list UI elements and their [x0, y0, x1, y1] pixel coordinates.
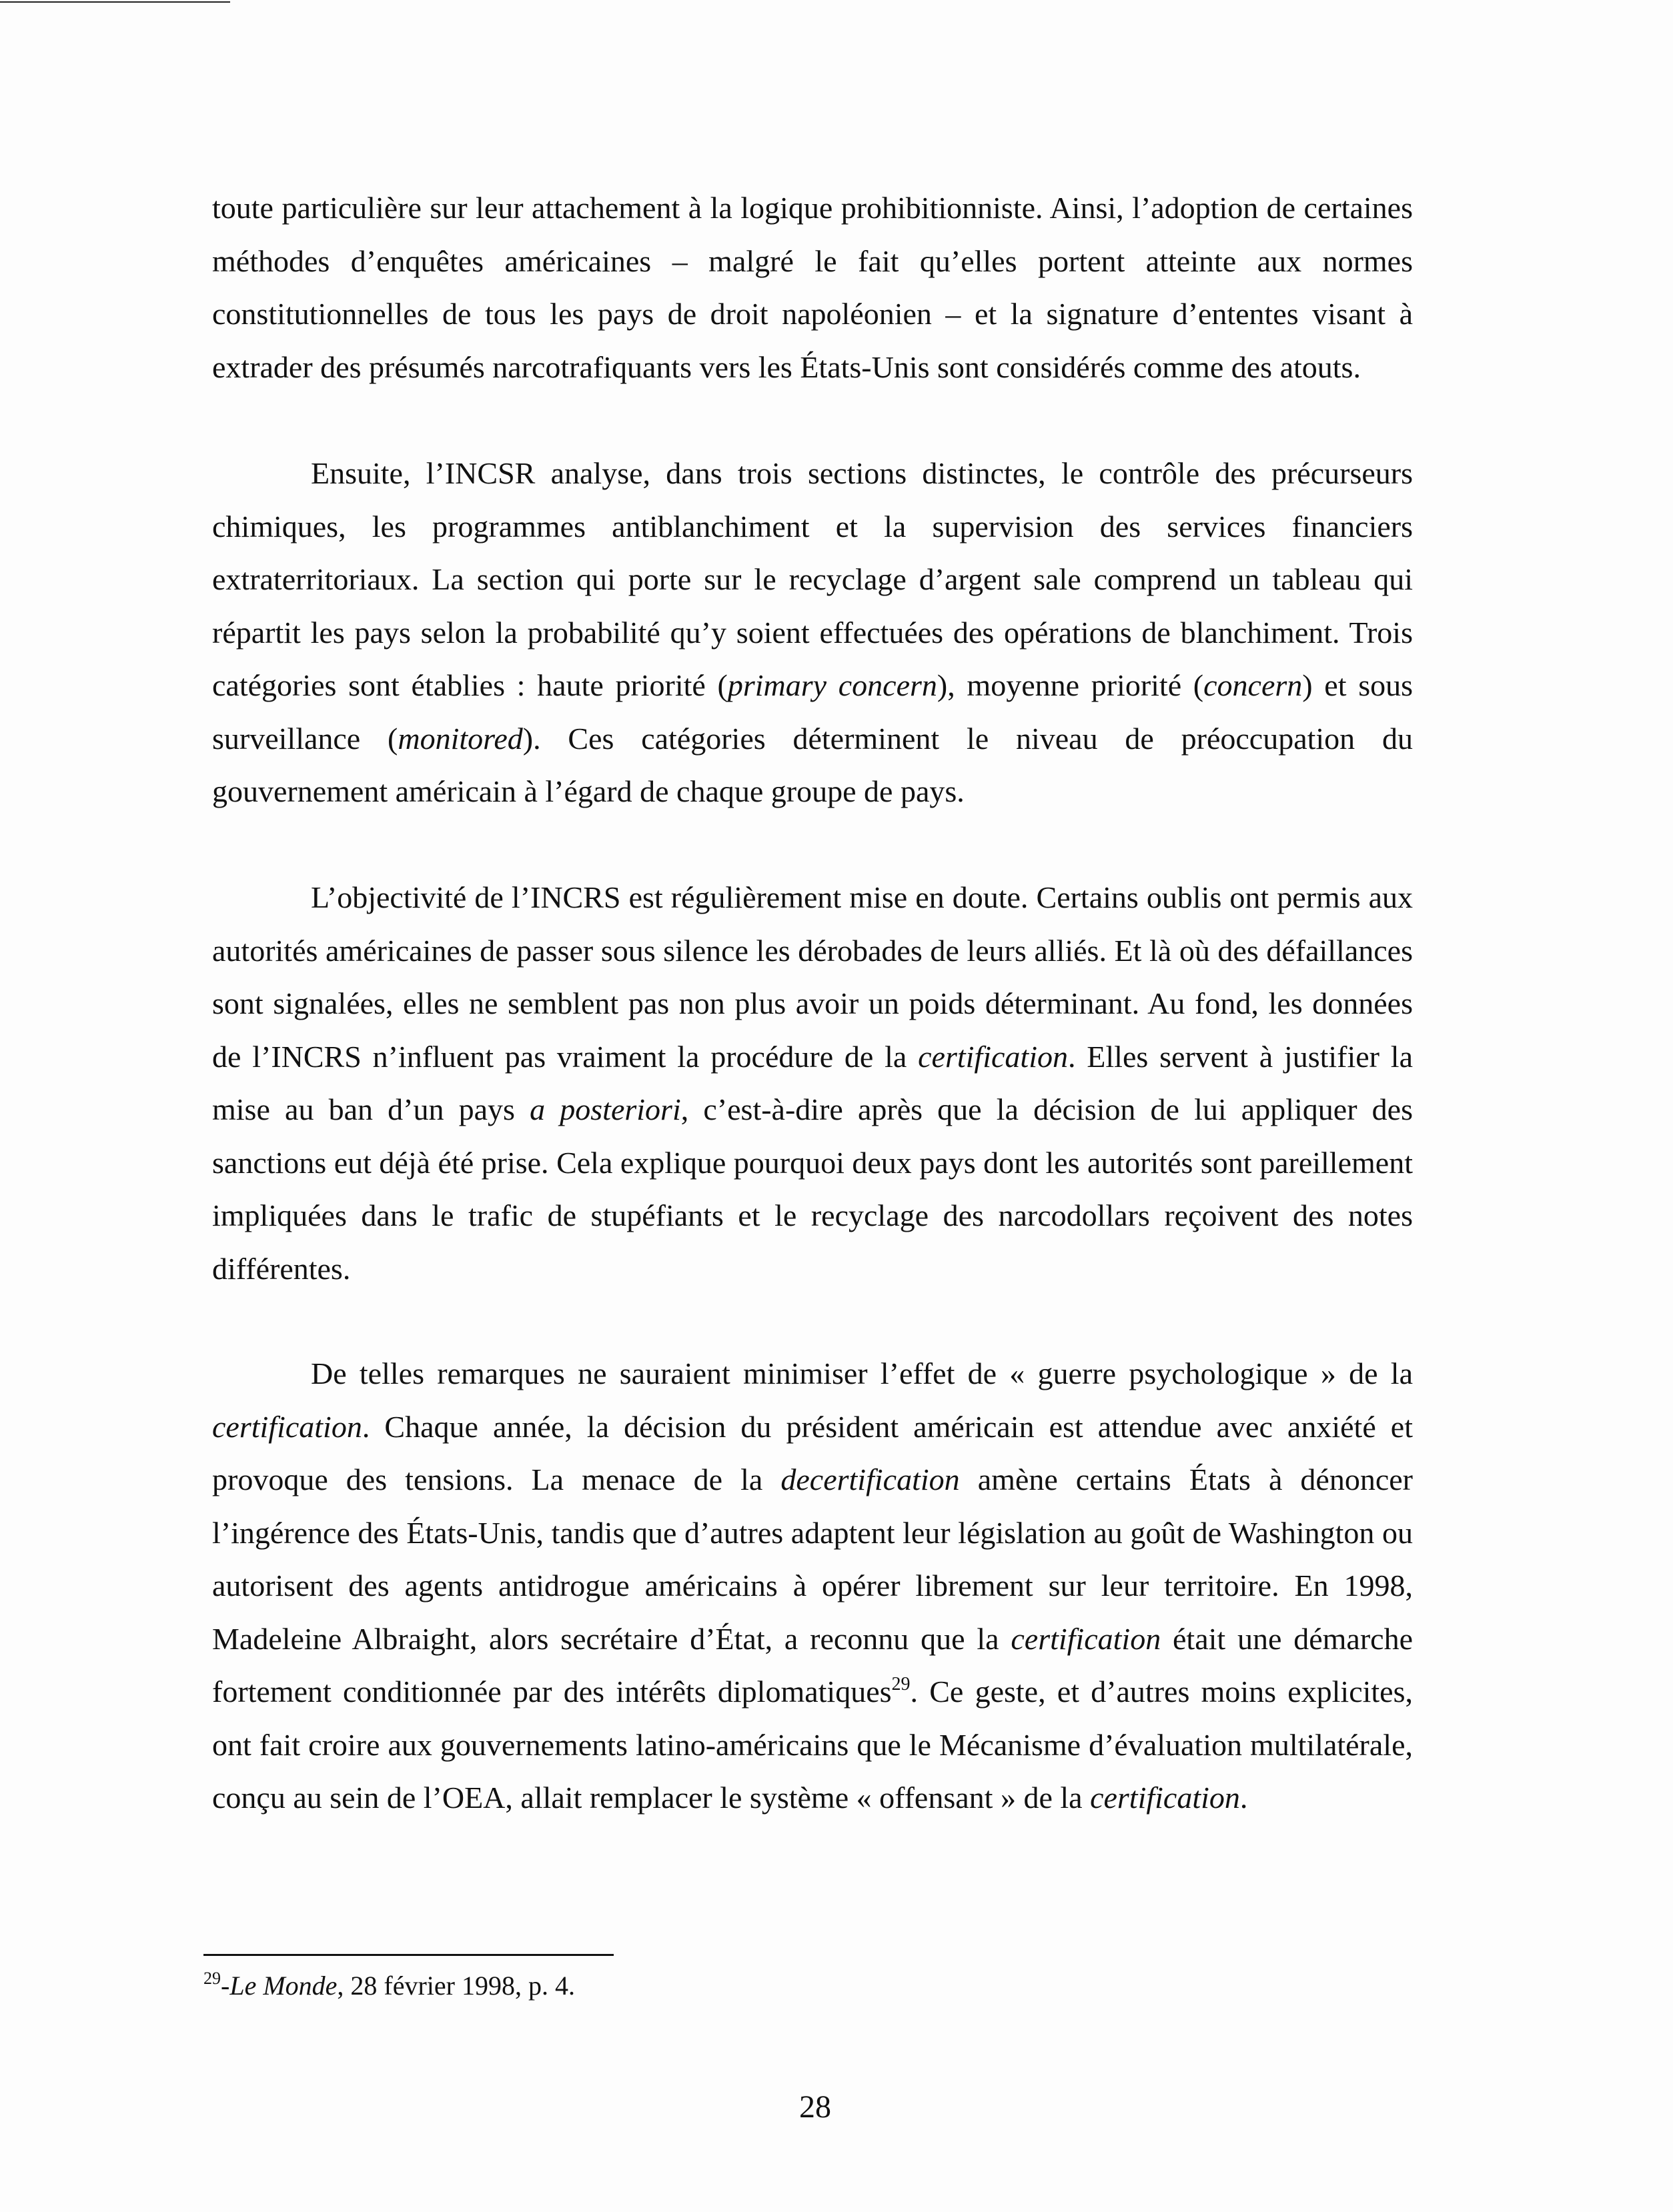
- text-run: était une démarche fortement conditionnée par des intérêts diplomatiques: [212, 1621, 1413, 1709]
- italic-term: certification: [918, 1039, 1068, 1074]
- text-run: . Elles servent à justifier la mise au ban d’un pays: [212, 1039, 1413, 1126]
- text-run: ) et sous surveillance (: [212, 668, 1413, 756]
- italic-term: certification: [1011, 1621, 1161, 1656]
- text-run: . Chaque année, la décision du président américain est attendue avec anxiété et provoque des tensions. La menace de la: [212, 1409, 1413, 1496]
- paragraph-1: [212, 181, 1413, 393]
- italic-term: decertification: [780, 1462, 960, 1496]
- italic-term: concern: [1203, 668, 1303, 702]
- paragraph-3: [212, 871, 1413, 1295]
- italic-term: certification: [212, 1409, 362, 1444]
- text-run: Ensuite, l’INCSR analyse, dans trois sections distinctes, le contrôle des précurseurs chimiques, les programmes antiblanchiment et la supervision des services financiers extraterritoriaux. La section qui porte sur le recyclage d’argent sale comprend un tableau qui répartit les pays selon la probabilité qu’y soient effectuées des opérations de blanchiment. Trois catégories sont établies : haute priorité (: [212, 456, 1413, 702]
- text-run: , 28 février 1998, p. 4.: [337, 1971, 575, 2001]
- footnote-reference: 29: [203, 1969, 221, 1988]
- text-run: De telles remarques ne sauraient minimiser l’effet de « guerre psychologique » de la: [311, 1356, 1413, 1390]
- text-run: toute particulière sur leur attachement à la logique prohibitionniste. Ainsi, l’adoption de certaines méthodes d’enquêtes américaines – malgré le fait qu’elles portent atteinte aux normes constitutionnelles de tous les pays de droit napoléonien – et la signature d’ententes visant à extrader des présumés narcotrafiquants vers les États-Unis sont considérés comme des atouts.: [212, 191, 1413, 384]
- italic-term: Le Monde: [229, 1971, 338, 2001]
- text-run: ), moyenne priorité (: [937, 668, 1204, 702]
- text-run: .: [1239, 1781, 1248, 1815]
- italic-term: primary concern: [727, 668, 937, 702]
- top-edge-rule: [0, 1, 230, 3]
- italic-term: certification: [1090, 1781, 1240, 1815]
- text-run: . Ce geste, et d’autres moins explicites, ont fait croire aux gouvernements latino-américains que le Mécanisme d’évaluation multilatérale, conçu au sein de l’OEA, allait remplacer le système « offensant » de la: [212, 1675, 1413, 1815]
- italic-term: a posteriori: [530, 1092, 681, 1126]
- text-run: amène certains États à dénoncer l’ingérence des États-Unis, tandis que d’autres adaptent leur législation au goût de Washington ou autorisent des agents antidrogue américains à opérer librement sur leur territoire. En 1998, Madeleine Albraight, alors secrétaire d’État, a reconnu que la: [212, 1462, 1413, 1656]
- footnote-separator: [203, 1954, 614, 1956]
- text-run: L’objectivité de l’INCRS est régulièrement mise en doute. Certains oublis ont permis aux autorités américaines de passer sous silence les dérobades de leurs alliés. Et là où des défaillances sont signalées, elles ne semblent pas non plus avoir un poids déterminant. Au fond, les données de l’INCRS n’influent pas vraiment la procédure de la: [212, 880, 1413, 1074]
- footnote-reference: 29: [891, 1674, 911, 1695]
- paragraph-2: [212, 447, 1413, 818]
- footnote: [203, 1966, 575, 2006]
- text-run: -: [221, 1971, 230, 2001]
- paragraph-4: [212, 1347, 1413, 1825]
- page-number: 28: [799, 2089, 831, 2125]
- text-run: ). Ces catégories déterminent le niveau de préoccupation du gouvernement américain à l’égard de chaque groupe de pays.: [212, 721, 1413, 808]
- text-run: , c’est-à-dire après que la décision de lui appliquer des sanctions eut déjà été prise. Cela explique pourquoi deux pays dont les autorités sont pareillement impliquées dans le trafic de stupéfiants et le recyclage des narcodollars reçoivent des notes différentes.: [212, 1092, 1413, 1286]
- italic-term: monitored: [398, 721, 523, 756]
